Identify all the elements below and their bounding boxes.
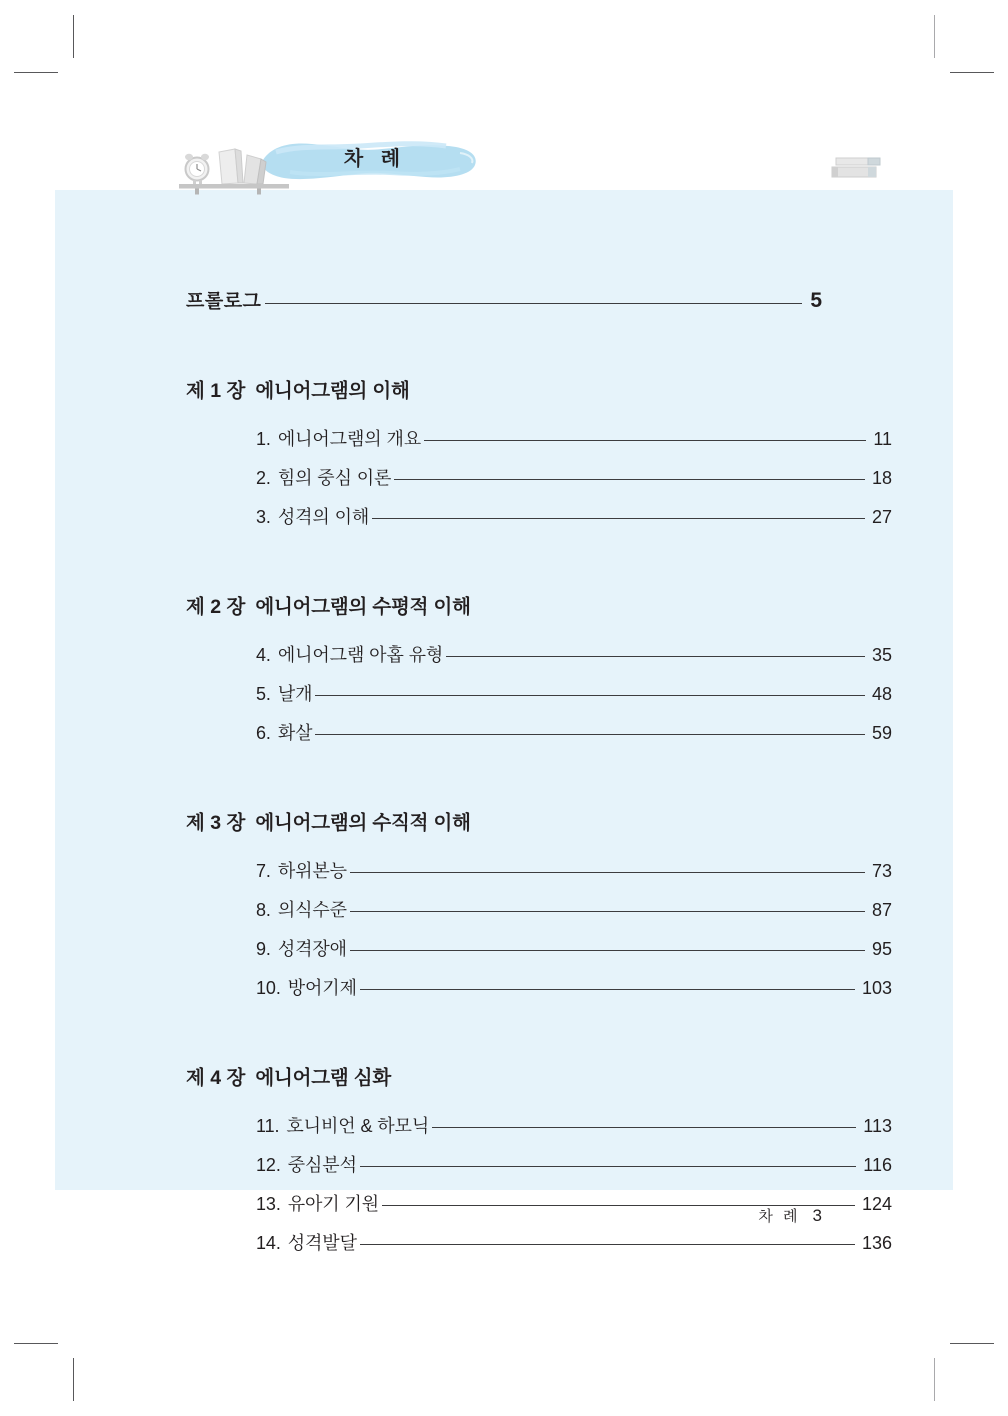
- toc-entry-title: 화살: [277, 723, 313, 743]
- chapter-title-text: 에니어그램의 수직적 이해: [255, 812, 471, 834]
- leader-line: [350, 872, 865, 873]
- toc-chapter: [186, 591, 892, 745]
- toc-entry-page: 136: [861, 1233, 892, 1253]
- toc-entry-label-group: [256, 464, 391, 490]
- toc-entry[interactable]: [186, 1112, 892, 1138]
- toc-entry-page: 59: [871, 723, 892, 743]
- leader-line: [315, 695, 865, 696]
- table-of-contents: [186, 286, 892, 1268]
- toc-entry-page: 113: [863, 1116, 892, 1136]
- page-footer: [758, 1205, 822, 1226]
- toc-chapter: [186, 1062, 892, 1255]
- leader-line: [432, 1127, 856, 1128]
- toc-entry-label-group: [256, 425, 421, 451]
- stacked-books-icon: [828, 152, 894, 184]
- toc-entry[interactable]: [186, 719, 892, 745]
- toc-entry-title: 의식수준: [277, 900, 347, 920]
- toc-entry-title: 성격발달: [287, 1233, 357, 1253]
- toc-entry-title: 에니어그램 아홉 유형: [277, 645, 444, 665]
- toc-entry[interactable]: [186, 680, 892, 706]
- leader-line: [350, 911, 865, 912]
- toc-entry-number: 7.: [256, 861, 271, 881]
- toc-entry-label-group: [256, 1229, 357, 1255]
- toc-entry-label-group: [256, 974, 357, 1000]
- toc-entry-page: 35: [871, 645, 892, 665]
- toc-entry-number: 12.: [256, 1155, 281, 1175]
- toc-entry-number: 1.: [256, 429, 271, 449]
- chapter-entry-list: [186, 641, 892, 745]
- chapter-number: 제 4 장: [186, 1067, 246, 1089]
- toc-entry-number: 4.: [256, 645, 271, 665]
- chapter-heading: [186, 591, 822, 619]
- leader-line: [446, 656, 865, 657]
- toc-entry-title: 에니어그램의 개요: [277, 429, 422, 449]
- toc-entry-number: 3.: [256, 507, 271, 527]
- leader-line: [265, 303, 802, 304]
- toc-entry-page: 87: [871, 900, 892, 920]
- toc-entry-label-group: [256, 935, 347, 961]
- toc-entry[interactable]: [186, 1151, 892, 1177]
- leader-line: [424, 440, 866, 441]
- chapter-title-text: 에니어그램의 수평적 이해: [255, 596, 471, 618]
- toc-entry-number: 5.: [256, 684, 271, 704]
- chapter-entry-list: [186, 1112, 892, 1255]
- chapter-entry-list: [186, 857, 892, 1000]
- toc-entry-label-group: [256, 1190, 379, 1216]
- crop-mark-top-left-vertical: [73, 15, 74, 58]
- toc-entry-title: 성격의 이해: [277, 507, 370, 527]
- leader-line: [360, 1244, 855, 1245]
- toc-entry[interactable]: [186, 641, 892, 667]
- toc-entry-title: 하위본능: [277, 861, 347, 881]
- toc-entry[interactable]: [186, 425, 892, 451]
- toc-entry-label-group: [256, 641, 443, 667]
- leader-line: [350, 950, 865, 951]
- crop-mark-bottom-left-vertical: [73, 1358, 74, 1401]
- chapter-heading: [186, 807, 822, 835]
- toc-entry-label-group: [256, 1151, 357, 1177]
- leader-line: [372, 518, 865, 519]
- chapter-title-text: 에니어그램의 이해: [255, 380, 410, 402]
- toc-entry-title: 호니비언 & 하모닉: [286, 1116, 430, 1136]
- crop-mark-bottom-left-horizontal: [14, 1343, 58, 1344]
- toc-entry-number: 8.: [256, 900, 271, 920]
- toc-entry[interactable]: [186, 503, 892, 529]
- toc-entry[interactable]: [186, 935, 892, 961]
- toc-entry-prologue[interactable]: [186, 286, 822, 313]
- crop-mark-bottom-right-vertical: [934, 1358, 935, 1401]
- toc-chapter: [186, 375, 892, 529]
- toc-entry-page: 116: [863, 1155, 892, 1175]
- toc-entry[interactable]: [186, 974, 892, 1000]
- toc-entry-page: 48: [871, 684, 892, 704]
- leader-line: [360, 1166, 856, 1167]
- toc-entry-label: 프롤로그: [186, 291, 262, 312]
- chapter-entry-list: [186, 425, 892, 529]
- toc-entry-title: 힘의 중심 이론: [277, 468, 392, 488]
- chapter-number: 제 2 장: [186, 596, 246, 618]
- toc-entry-page: 124: [861, 1194, 892, 1214]
- bookshelf-with-clock-icon: [175, 143, 295, 195]
- page-title: 차 례: [343, 148, 407, 170]
- chapter-heading: [186, 1062, 822, 1090]
- toc-entry-title: 날개: [277, 684, 313, 704]
- toc-entry[interactable]: [186, 464, 892, 490]
- crop-mark-top-left-horizontal: [14, 72, 58, 73]
- chapter-number: 제 1 장: [186, 380, 246, 402]
- toc-entry[interactable]: [186, 1229, 892, 1255]
- chapter-title-text: 에니어그램 심화: [255, 1067, 392, 1089]
- leader-line: [315, 734, 865, 735]
- chapter-number: 제 3 장: [186, 812, 246, 834]
- toc-entry-label-group: [256, 857, 347, 883]
- crop-mark-top-right-horizontal: [950, 72, 994, 73]
- leader-line: [360, 989, 855, 990]
- toc-entry-label-group: [256, 503, 369, 529]
- toc-entry-page: 103: [861, 978, 892, 998]
- toc-entry-title: 성격장애: [277, 939, 347, 959]
- toc-entry-number: 2.: [256, 468, 271, 488]
- toc-chapter: [186, 807, 892, 1000]
- toc-entry-page: 73: [871, 861, 892, 881]
- footer-page-number: 3: [812, 1206, 822, 1225]
- toc-entry-page: 95: [871, 939, 892, 959]
- toc-entry-page: 11: [873, 429, 892, 449]
- footer-label: 차 례: [758, 1208, 801, 1225]
- toc-entry[interactable]: [186, 857, 892, 883]
- leader-line: [394, 479, 865, 480]
- toc-entry-number: 9.: [256, 939, 271, 959]
- crop-mark-top-right-vertical: [934, 15, 935, 58]
- toc-entry-label-group: [256, 1112, 429, 1138]
- toc-entry-number: 11.: [256, 1116, 280, 1136]
- toc-entry-page: 18: [871, 468, 892, 488]
- toc-entry-number: 10.: [256, 978, 281, 998]
- toc-entry-title: 유아기 기원: [287, 1194, 380, 1214]
- toc-entry-label-group: [256, 719, 312, 745]
- toc-entry[interactable]: [186, 896, 892, 922]
- toc-entry-label-group: [256, 896, 347, 922]
- toc-entry-page: 27: [871, 507, 892, 527]
- toc-entry-number: 14.: [256, 1233, 281, 1253]
- toc-entry-number: 6.: [256, 723, 271, 743]
- crop-mark-bottom-right-horizontal: [950, 1343, 994, 1344]
- toc-entry-title: 중심분석: [287, 1155, 357, 1175]
- toc-entry-number: 13.: [256, 1194, 281, 1214]
- chapter-heading: [186, 375, 822, 403]
- toc-entry-page: 5: [810, 289, 822, 312]
- toc-entry-title: 방어기제: [287, 978, 357, 998]
- toc-entry-label-group: [256, 680, 312, 706]
